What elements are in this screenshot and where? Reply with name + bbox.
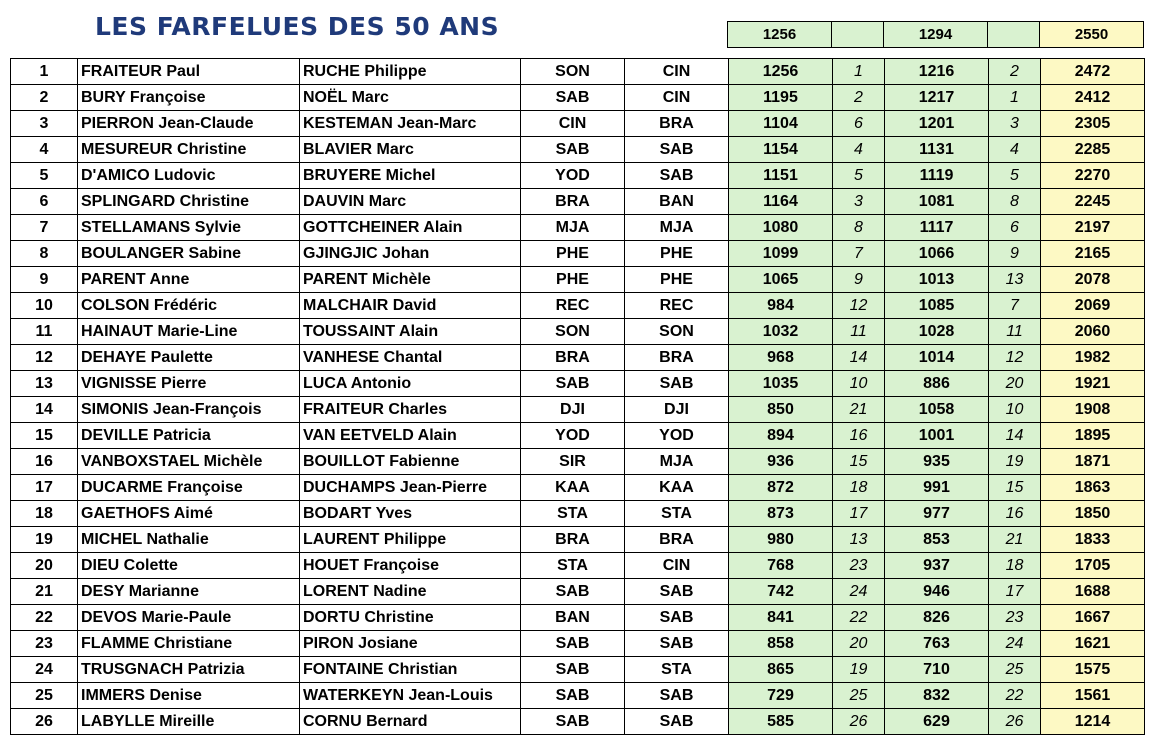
rank1-cell[interactable]: 4 — [833, 137, 885, 163]
player1-cell[interactable]: SIMONIS Jean-François — [78, 397, 300, 423]
table-row — [11, 293, 1145, 319]
score2-cell[interactable]: 1085 — [885, 293, 989, 319]
rank2-cell[interactable]: 16 — [989, 501, 1041, 527]
score2-cell[interactable]: 937 — [885, 553, 989, 579]
rank-cell[interactable]: 24 — [11, 657, 78, 683]
club2-cell[interactable]: CIN — [625, 553, 729, 579]
player2-cell[interactable]: LORENT Nadine — [300, 579, 521, 605]
total-cell[interactable]: 1833 — [1041, 527, 1145, 553]
score1-cell[interactable]: 1032 — [729, 319, 833, 345]
club1-cell[interactable]: SAB — [521, 85, 625, 111]
table-row — [11, 709, 1145, 735]
rank2-cell[interactable]: 18 — [989, 553, 1041, 579]
club2-cell[interactable]: MJA — [625, 449, 729, 475]
score1-cell[interactable]: 742 — [729, 579, 833, 605]
rank-cell[interactable]: 2 — [11, 85, 78, 111]
total-cell[interactable]: 1214 — [1041, 709, 1145, 735]
rank-cell[interactable]: 23 — [11, 631, 78, 657]
score2-cell[interactable]: 1117 — [885, 215, 989, 241]
total-cell[interactable]: 2078 — [1041, 267, 1145, 293]
club1-cell[interactable]: REC — [521, 293, 625, 319]
score1-cell[interactable]: 858 — [729, 631, 833, 657]
rank-cell[interactable]: 10 — [11, 293, 78, 319]
club1-cell[interactable]: SAB — [521, 657, 625, 683]
rank1-cell[interactable]: 8 — [833, 215, 885, 241]
club2-cell[interactable]: BRA — [625, 345, 729, 371]
rank-cell[interactable]: 14 — [11, 397, 78, 423]
rank2-cell[interactable]: 22 — [989, 683, 1041, 709]
player2-cell[interactable]: HOUET Françoise — [300, 553, 521, 579]
rank2-cell[interactable]: 10 — [989, 397, 1041, 423]
rank-cell[interactable]: 22 — [11, 605, 78, 631]
player1-cell[interactable]: HAINAUT Marie-Line — [78, 319, 300, 345]
score1-cell[interactable]: 873 — [729, 501, 833, 527]
table-row — [11, 475, 1145, 501]
rank1-cell[interactable]: 7 — [833, 241, 885, 267]
player2-cell[interactable]: BRUYERE Michel — [300, 163, 521, 189]
score1-cell[interactable]: 1035 — [729, 371, 833, 397]
table-row — [11, 189, 1145, 215]
score2-cell[interactable]: 1119 — [885, 163, 989, 189]
table-row — [11, 683, 1145, 709]
table-row — [11, 605, 1145, 631]
rank1-cell[interactable]: 1 — [833, 59, 885, 85]
club2-cell[interactable]: SAB — [625, 137, 729, 163]
club1-cell[interactable]: SAB — [521, 579, 625, 605]
sheet-title: LES FARFELUES DES 50 ANS — [95, 12, 500, 41]
score1-cell[interactable]: 841 — [729, 605, 833, 631]
player1-cell[interactable]: MICHEL Nathalie — [78, 527, 300, 553]
club2-cell[interactable]: CIN — [625, 59, 729, 85]
score1-cell[interactable]: 1099 — [729, 241, 833, 267]
score2-cell[interactable]: 1201 — [885, 111, 989, 137]
total-cell[interactable]: 1908 — [1041, 397, 1145, 423]
rank2-cell[interactable]: 25 — [989, 657, 1041, 683]
table-row — [11, 59, 1145, 85]
player2-cell[interactable]: RUCHE Philippe — [300, 59, 521, 85]
score1-cell[interactable]: 1164 — [729, 189, 833, 215]
score2-cell[interactable]: 1058 — [885, 397, 989, 423]
score1-cell[interactable]: 585 — [729, 709, 833, 735]
club2-cell[interactable]: CIN — [625, 85, 729, 111]
rank-cell[interactable]: 4 — [11, 137, 78, 163]
score2-cell[interactable]: 629 — [885, 709, 989, 735]
rank2-cell[interactable]: 21 — [989, 527, 1041, 553]
table-row — [11, 501, 1145, 527]
rank-cell[interactable]: 8 — [11, 241, 78, 267]
club1-cell[interactable]: PHE — [521, 241, 625, 267]
player1-cell[interactable]: DIEU Colette — [78, 553, 300, 579]
player2-cell[interactable]: BLAVIER Marc — [300, 137, 521, 163]
total-cell[interactable]: 2472 — [1041, 59, 1145, 85]
score2-cell[interactable]: 1014 — [885, 345, 989, 371]
score1-cell[interactable]: 1256 — [729, 59, 833, 85]
rank-cell[interactable]: 26 — [11, 709, 78, 735]
rank1-cell[interactable]: 15 — [833, 449, 885, 475]
player2-cell[interactable]: GOTTCHEINER Alain — [300, 215, 521, 241]
club2-cell[interactable]: PHE — [625, 267, 729, 293]
table-row — [11, 527, 1145, 553]
rank2-cell[interactable]: 5 — [989, 163, 1041, 189]
rank-cell[interactable]: 3 — [11, 111, 78, 137]
player2-cell[interactable]: FRAITEUR Charles — [300, 397, 521, 423]
score1-cell[interactable]: 1154 — [729, 137, 833, 163]
player1-cell[interactable]: D'AMICO Ludovic — [78, 163, 300, 189]
table-row — [11, 449, 1145, 475]
player1-cell[interactable]: MESUREUR Christine — [78, 137, 300, 163]
score2-cell[interactable]: 763 — [885, 631, 989, 657]
table-row — [11, 215, 1145, 241]
total-cell[interactable]: 2285 — [1041, 137, 1145, 163]
score2-cell[interactable]: 977 — [885, 501, 989, 527]
player1-cell[interactable]: VANBOXSTAEL Michèle — [78, 449, 300, 475]
rank1-cell[interactable]: 18 — [833, 475, 885, 501]
player1-cell[interactable]: STELLAMANS Sylvie — [78, 215, 300, 241]
player2-cell[interactable]: DORTU Christine — [300, 605, 521, 631]
player1-cell[interactable]: FLAMME Christiane — [78, 631, 300, 657]
score1-cell[interactable]: 1104 — [729, 111, 833, 137]
table-row — [11, 423, 1145, 449]
total-cell[interactable]: 2270 — [1041, 163, 1145, 189]
score2-cell[interactable]: 1001 — [885, 423, 989, 449]
total-cell[interactable]: 2197 — [1041, 215, 1145, 241]
rank2-cell[interactable]: 7 — [989, 293, 1041, 319]
score1-cell[interactable]: 729 — [729, 683, 833, 709]
player1-cell[interactable]: DUCARME Françoise — [78, 475, 300, 501]
total-cell[interactable]: 1575 — [1041, 657, 1145, 683]
table-row — [11, 657, 1145, 683]
club2-cell[interactable]: STA — [625, 501, 729, 527]
rank1-cell[interactable]: 13 — [833, 527, 885, 553]
table-row — [11, 111, 1145, 137]
club2-cell[interactable]: SAB — [625, 579, 729, 605]
player1-cell[interactable]: VIGNISSE Pierre — [78, 371, 300, 397]
club1-cell[interactable]: BRA — [521, 345, 625, 371]
rank2-cell[interactable]: 17 — [989, 579, 1041, 605]
total-cell[interactable]: 1705 — [1041, 553, 1145, 579]
player1-cell[interactable]: GAETHOFS Aimé — [78, 501, 300, 527]
club1-cell[interactable]: YOD — [521, 423, 625, 449]
rank1-cell[interactable]: 10 — [833, 371, 885, 397]
player2-cell[interactable]: BODART Yves — [300, 501, 521, 527]
player1-cell[interactable]: SPLINGARD Christine — [78, 189, 300, 215]
score1-cell[interactable]: 1151 — [729, 163, 833, 189]
rank-cell[interactable]: 20 — [11, 553, 78, 579]
club1-cell[interactable]: BAN — [521, 605, 625, 631]
club1-cell[interactable]: BRA — [521, 527, 625, 553]
player1-cell[interactable]: TRUSGNACH Patrizia — [78, 657, 300, 683]
rank1-cell[interactable]: 25 — [833, 683, 885, 709]
club2-cell[interactable]: YOD — [625, 423, 729, 449]
score1-cell[interactable]: 984 — [729, 293, 833, 319]
table-row — [11, 579, 1145, 605]
rank2-cell[interactable]: 15 — [989, 475, 1041, 501]
rank1-cell[interactable]: 14 — [833, 345, 885, 371]
player2-cell[interactable]: NOËL Marc — [300, 85, 521, 111]
club1-cell[interactable]: BRA — [521, 189, 625, 215]
score1-cell[interactable]: 968 — [729, 345, 833, 371]
player1-cell[interactable]: BURY Françoise — [78, 85, 300, 111]
rank1-cell[interactable]: 2 — [833, 85, 885, 111]
club2-cell[interactable]: PHE — [625, 241, 729, 267]
player2-cell[interactable]: KESTEMAN Jean-Marc — [300, 111, 521, 137]
player1-cell[interactable]: FRAITEUR Paul — [78, 59, 300, 85]
club2-cell[interactable]: SON — [625, 319, 729, 345]
player1-cell[interactable]: COLSON Frédéric — [78, 293, 300, 319]
rank-cell[interactable]: 25 — [11, 683, 78, 709]
rank1-cell[interactable]: 24 — [833, 579, 885, 605]
score1-cell[interactable]: 1195 — [729, 85, 833, 111]
rank2-cell[interactable]: 6 — [989, 215, 1041, 241]
total-cell[interactable]: 1667 — [1041, 605, 1145, 631]
rank2-cell[interactable]: 13 — [989, 267, 1041, 293]
club1-cell[interactable]: SAB — [521, 137, 625, 163]
score2-cell[interactable]: 832 — [885, 683, 989, 709]
player2-cell[interactable]: BOUILLOT Fabienne — [300, 449, 521, 475]
player2-cell[interactable]: GJINGJIC Johan — [300, 241, 521, 267]
rank-cell[interactable]: 1 — [11, 59, 78, 85]
rank1-cell[interactable]: 16 — [833, 423, 885, 449]
total-cell[interactable]: 1621 — [1041, 631, 1145, 657]
score1-cell[interactable]: 850 — [729, 397, 833, 423]
rank-cell[interactable]: 7 — [11, 215, 78, 241]
rank-cell[interactable]: 17 — [11, 475, 78, 501]
club1-cell[interactable]: SON — [521, 319, 625, 345]
score2-cell[interactable]: 991 — [885, 475, 989, 501]
club1-cell[interactable]: SAB — [521, 683, 625, 709]
score2-cell[interactable]: 1013 — [885, 267, 989, 293]
score2-cell[interactable]: 1028 — [885, 319, 989, 345]
table-row — [11, 319, 1145, 345]
club1-cell[interactable]: STA — [521, 501, 625, 527]
rank-cell[interactable]: 15 — [11, 423, 78, 449]
club2-cell[interactable]: SAB — [625, 605, 729, 631]
player2-cell[interactable]: DUCHAMPS Jean-Pierre — [300, 475, 521, 501]
rank2-cell[interactable]: 9 — [989, 241, 1041, 267]
rank2-cell[interactable]: 12 — [989, 345, 1041, 371]
rank2-cell[interactable]: 24 — [989, 631, 1041, 657]
rank-cell[interactable]: 12 — [11, 345, 78, 371]
summary-table — [727, 21, 1144, 48]
total-cell[interactable]: 1561 — [1041, 683, 1145, 709]
player1-cell[interactable]: DEVOS Marie-Paule — [78, 605, 300, 631]
club1-cell[interactable]: YOD — [521, 163, 625, 189]
total-cell[interactable]: 2245 — [1041, 189, 1145, 215]
club2-cell[interactable]: SAB — [625, 163, 729, 189]
total-cell[interactable]: 1871 — [1041, 449, 1145, 475]
rank1-cell[interactable]: 26 — [833, 709, 885, 735]
rank2-cell[interactable]: 14 — [989, 423, 1041, 449]
player2-cell[interactable]: LAURENT Philippe — [300, 527, 521, 553]
table-row — [11, 137, 1145, 163]
player1-cell[interactable]: LABYLLE Mireille — [78, 709, 300, 735]
club1-cell[interactable]: CIN — [521, 111, 625, 137]
rank1-cell[interactable]: 20 — [833, 631, 885, 657]
player2-cell[interactable]: FONTAINE Christian — [300, 657, 521, 683]
summary-rank-2[interactable] — [988, 22, 1040, 48]
rank2-cell[interactable]: 2 — [989, 59, 1041, 85]
summary-rank-1[interactable] — [832, 22, 884, 48]
total-cell[interactable]: 2305 — [1041, 111, 1145, 137]
score2-cell[interactable]: 1131 — [885, 137, 989, 163]
score1-cell[interactable]: 894 — [729, 423, 833, 449]
rank-cell[interactable]: 19 — [11, 527, 78, 553]
player1-cell[interactable]: DEVILLE Patricia — [78, 423, 300, 449]
score1-cell[interactable]: 980 — [729, 527, 833, 553]
rank2-cell[interactable]: 20 — [989, 371, 1041, 397]
summary-score-1[interactable]: 1256 — [728, 22, 832, 48]
rank2-cell[interactable]: 26 — [989, 709, 1041, 735]
player2-cell[interactable]: WATERKEYN Jean-Louis — [300, 683, 521, 709]
player2-cell[interactable]: LUCA Antonio — [300, 371, 521, 397]
table-row — [11, 241, 1145, 267]
player2-cell[interactable]: PIRON Josiane — [300, 631, 521, 657]
rank1-cell[interactable]: 11 — [833, 319, 885, 345]
club1-cell[interactable]: SAB — [521, 631, 625, 657]
score2-cell[interactable]: 1066 — [885, 241, 989, 267]
rank-cell[interactable]: 18 — [11, 501, 78, 527]
rank1-cell[interactable]: 6 — [833, 111, 885, 137]
player1-cell[interactable]: DESY Marianne — [78, 579, 300, 605]
score1-cell[interactable]: 1065 — [729, 267, 833, 293]
club2-cell[interactable]: MJA — [625, 215, 729, 241]
club2-cell[interactable]: BRA — [625, 111, 729, 137]
rank2-cell[interactable]: 8 — [989, 189, 1041, 215]
summary-score-2[interactable]: 1294 — [884, 22, 988, 48]
rank1-cell[interactable]: 9 — [833, 267, 885, 293]
rank1-cell[interactable]: 22 — [833, 605, 885, 631]
club2-cell[interactable]: DJI — [625, 397, 729, 423]
total-cell[interactable]: 1863 — [1041, 475, 1145, 501]
rank1-cell[interactable]: 12 — [833, 293, 885, 319]
total-cell[interactable]: 1850 — [1041, 501, 1145, 527]
table-row — [11, 553, 1145, 579]
rank2-cell[interactable]: 4 — [989, 137, 1041, 163]
player1-cell[interactable]: IMMERS Denise — [78, 683, 300, 709]
player2-cell[interactable]: TOUSSAINT Alain — [300, 319, 521, 345]
club1-cell[interactable]: KAA — [521, 475, 625, 501]
club2-cell[interactable]: KAA — [625, 475, 729, 501]
club2-cell[interactable]: SAB — [625, 631, 729, 657]
club2-cell[interactable]: SAB — [625, 683, 729, 709]
club1-cell[interactable]: PHE — [521, 267, 625, 293]
rank1-cell[interactable]: 23 — [833, 553, 885, 579]
score2-cell[interactable]: 1081 — [885, 189, 989, 215]
player2-cell[interactable]: CORNU Bernard — [300, 709, 521, 735]
rank1-cell[interactable]: 17 — [833, 501, 885, 527]
rank1-cell[interactable]: 3 — [833, 189, 885, 215]
total-cell[interactable]: 2060 — [1041, 319, 1145, 345]
player2-cell[interactable]: MALCHAIR David — [300, 293, 521, 319]
score2-cell[interactable]: 710 — [885, 657, 989, 683]
score1-cell[interactable]: 936 — [729, 449, 833, 475]
table-row — [11, 163, 1145, 189]
score2-cell[interactable]: 886 — [885, 371, 989, 397]
rank-cell[interactable]: 21 — [11, 579, 78, 605]
rank1-cell[interactable]: 5 — [833, 163, 885, 189]
summary-total[interactable]: 2550 — [1040, 22, 1144, 48]
club2-cell[interactable]: STA — [625, 657, 729, 683]
club2-cell[interactable]: BAN — [625, 189, 729, 215]
player1-cell[interactable]: PIERRON Jean-Claude — [78, 111, 300, 137]
score2-cell[interactable]: 1216 — [885, 59, 989, 85]
rank2-cell[interactable]: 11 — [989, 319, 1041, 345]
club1-cell[interactable]: SAB — [521, 371, 625, 397]
club2-cell[interactable]: SAB — [625, 709, 729, 735]
total-cell[interactable]: 1688 — [1041, 579, 1145, 605]
total-cell[interactable]: 1921 — [1041, 371, 1145, 397]
score1-cell[interactable]: 1080 — [729, 215, 833, 241]
score2-cell[interactable]: 826 — [885, 605, 989, 631]
rank1-cell[interactable]: 19 — [833, 657, 885, 683]
rank-cell[interactable]: 11 — [11, 319, 78, 345]
total-cell[interactable]: 2069 — [1041, 293, 1145, 319]
table-row — [11, 371, 1145, 397]
club1-cell[interactable]: DJI — [521, 397, 625, 423]
rank-cell[interactable]: 5 — [11, 163, 78, 189]
score1-cell[interactable]: 768 — [729, 553, 833, 579]
results-table — [10, 58, 1145, 735]
player1-cell[interactable]: BOULANGER Sabine — [78, 241, 300, 267]
score2-cell[interactable]: 853 — [885, 527, 989, 553]
club1-cell[interactable]: STA — [521, 553, 625, 579]
rank-cell[interactable]: 6 — [11, 189, 78, 215]
score2-cell[interactable]: 1217 — [885, 85, 989, 111]
rank2-cell[interactable]: 3 — [989, 111, 1041, 137]
rank-cell[interactable]: 13 — [11, 371, 78, 397]
player1-cell[interactable]: PARENT Anne — [78, 267, 300, 293]
club1-cell[interactable]: SON — [521, 59, 625, 85]
player2-cell[interactable]: PARENT Michèle — [300, 267, 521, 293]
rank1-cell[interactable]: 21 — [833, 397, 885, 423]
club2-cell[interactable]: SAB — [625, 371, 729, 397]
player1-cell[interactable]: DEHAYE Paulette — [78, 345, 300, 371]
score2-cell[interactable]: 935 — [885, 449, 989, 475]
table-row — [11, 397, 1145, 423]
total-cell[interactable]: 1895 — [1041, 423, 1145, 449]
table-row — [11, 267, 1145, 293]
total-cell[interactable]: 1982 — [1041, 345, 1145, 371]
player2-cell[interactable]: DAUVIN Marc — [300, 189, 521, 215]
player2-cell[interactable]: VANHESE Chantal — [300, 345, 521, 371]
rank2-cell[interactable]: 1 — [989, 85, 1041, 111]
player2-cell[interactable]: VAN EETVELD Alain — [300, 423, 521, 449]
score1-cell[interactable]: 865 — [729, 657, 833, 683]
rank-cell[interactable]: 16 — [11, 449, 78, 475]
club1-cell[interactable]: SIR — [521, 449, 625, 475]
club2-cell[interactable]: REC — [625, 293, 729, 319]
score1-cell[interactable]: 872 — [729, 475, 833, 501]
score2-cell[interactable]: 946 — [885, 579, 989, 605]
club2-cell[interactable]: BRA — [625, 527, 729, 553]
total-cell[interactable]: 2412 — [1041, 85, 1145, 111]
table-row — [11, 345, 1145, 371]
rank-cell[interactable]: 9 — [11, 267, 78, 293]
summary-row — [728, 22, 1144, 48]
club1-cell[interactable]: SAB — [521, 709, 625, 735]
table-row — [11, 631, 1145, 657]
club1-cell[interactable]: MJA — [521, 215, 625, 241]
total-cell[interactable]: 2165 — [1041, 241, 1145, 267]
table-row — [11, 85, 1145, 111]
rank2-cell[interactable]: 23 — [989, 605, 1041, 631]
rank2-cell[interactable]: 19 — [989, 449, 1041, 475]
